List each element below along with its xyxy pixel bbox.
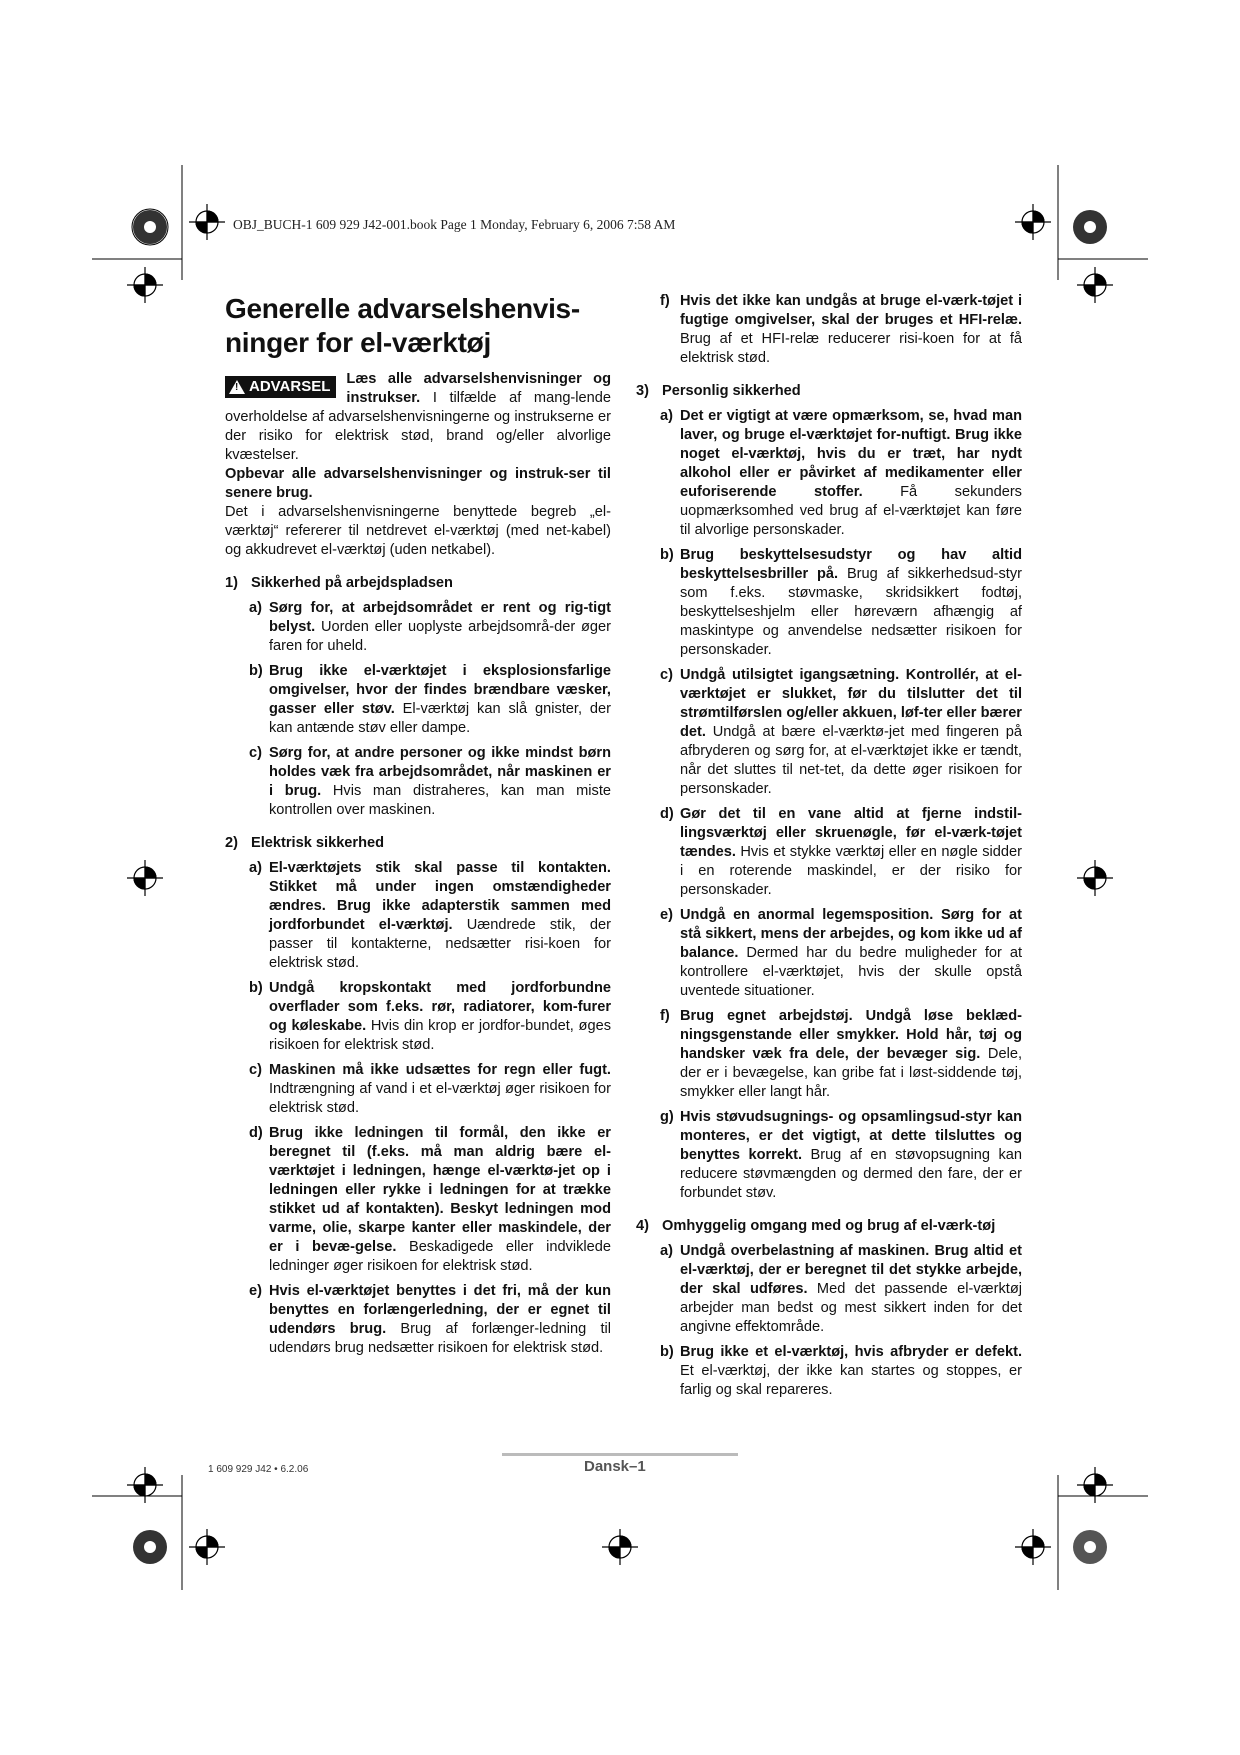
keep-instructions: Opbevar alle advarselshenvisninger og instruk-ser til senere brug. — [225, 466, 611, 501]
print-header: OBJ_BUCH-1 609 929 J42-001.book Page 1 Monday, February 6, 2006 7:58 AM — [233, 217, 676, 232]
item-letter: d) — [660, 806, 674, 822]
item-letter: a) — [660, 1243, 673, 1259]
section-number: 4) — [636, 1218, 649, 1234]
section-heading — [636, 382, 1022, 401]
item-plain: Indtrængning af vand i et el-værktøj øger risikoen for elektrisk stød. — [269, 1081, 611, 1116]
item-plain: Dele, der er i bevægelse, kan gribe fat i løst-siddende tøj, smykker eller langt hår. — [680, 1046, 1023, 1100]
item-plain: Hvis et stykke værktøj eller en nøgle sidder i en roterende maskindel, er der risiko for personskader. — [680, 844, 1022, 898]
list-item — [249, 1282, 611, 1358]
item-plain: Med det passende el-værktøj arbejder man bedst og mest sikkert inden for det angivne effektområde. — [680, 1281, 1022, 1335]
warning-badge: ! ADVARSEL — [225, 376, 336, 398]
section-title: Elektrisk sikkerhed — [251, 835, 385, 851]
item-text — [269, 599, 611, 656]
item-text — [680, 407, 1022, 540]
list-item — [249, 744, 611, 820]
list-item — [249, 662, 611, 738]
section-title: Personlig sikkerhed — [662, 383, 801, 399]
section-heading — [225, 834, 611, 853]
item-text — [680, 805, 1022, 900]
item-text — [680, 1007, 1022, 1102]
definition-text: Det i advarselshenvisningerne benyttede begreb „el-værktøj“ refererer til netdrevet el-værktøj (med net-kabel) og akkudrevet el-værktøj (uden netkabel). — [225, 504, 611, 558]
warning-triangle-icon: ! — [229, 380, 245, 394]
list-item — [660, 407, 1022, 540]
list-item — [660, 805, 1022, 900]
item-bold: Brug beskyttelsesudstyr og hav altid beskyttelsesbriller på. — [680, 547, 1022, 582]
item-text — [680, 666, 1022, 799]
item-bold: Brug ikke et el-værktøj, hvis afbryder er defekt. — [680, 1344, 1022, 1360]
page-number: Dansk–1 — [584, 1458, 646, 1475]
list-item — [249, 599, 611, 656]
item-letter: c) — [249, 1062, 262, 1078]
item-plain: Få sekunders uopmærksomhed ved brug af el-værktøjet kan føre til alvorlige personskader. — [680, 484, 1022, 538]
item-text — [269, 859, 611, 973]
item-bold: Maskinen må ikke udsættes for regn eller fugt. — [269, 1062, 611, 1078]
item-letter: b) — [660, 1344, 674, 1360]
list-item — [660, 1108, 1022, 1203]
item-text — [680, 1108, 1022, 1203]
section-number: 3) — [636, 383, 649, 399]
item-text — [269, 979, 611, 1055]
section-title: Sikkerhed på arbejdspladsen — [251, 575, 453, 591]
item-text — [269, 1282, 611, 1358]
item-plain: Brug af en støvopsugning kan reducere støvmængden og dermed den fare, der er forbundet støv. — [680, 1147, 1022, 1201]
item-plain: Undgå at bære el-værktø-jet med fingeren på afbryderen og sørg for, at el-værktøjet ikke er tændt, når det sluttes til net-tet, da dette øger risikoen for personskader. — [680, 724, 1022, 797]
item-text — [680, 1343, 1022, 1400]
item-plain: Beskadigede eller indviklede ledninger øger risikoen for elektrisk stød. — [269, 1239, 611, 1274]
item-text — [680, 546, 1022, 660]
item-bold: Undgå overbelastning af maskinen. Brug altid et el-værktøj, der er beregnet til det stykke arbejde, der skal udføres. — [680, 1243, 1022, 1297]
item-plain: Uorden eller uoplyste arbejdsområ-der øger faren for uheld. — [269, 619, 611, 654]
item-plain: Brug af forlænger-ledning til udendørs brug nedsætter risikoen for elektrisk stød. — [269, 1321, 611, 1356]
item-plain: Hvis din krop er jordfor-bundet, øges risikoen for elektrisk stød. — [269, 1018, 611, 1053]
item-letter: f) — [660, 293, 670, 309]
list-item — [660, 546, 1022, 660]
item-letter: d) — [249, 1125, 263, 1141]
list-item — [249, 1061, 611, 1118]
item-text — [269, 744, 611, 820]
warning-block — [225, 370, 611, 465]
page-title: Generelle advarselshenvis-ninger for el-værktøj — [225, 293, 580, 358]
section-number: 2) — [225, 835, 238, 851]
list-item — [249, 1124, 611, 1276]
item-bold: Det er vigtigt at være opmærksom, se, hvad man laver, og bruge el-værktøjet for-nuftigt. Brug ikke noget el-værktøj, hvis du er træt, har nydt alkohol eller er påvirket af medikamenter eller euforiserende stoffer. — [680, 408, 1022, 500]
item-text — [269, 662, 611, 738]
item-letter: f) — [660, 1008, 670, 1024]
item-letter: a) — [249, 600, 262, 616]
warning-text: I tilfælde af mang-lende overholdelse af advarselshenvisningerne og instrukserne er der risiko for elektrisk stød, brand og/eller alvorlige kvæstelser. — [225, 390, 611, 463]
item-text — [680, 292, 1022, 368]
list-item — [660, 292, 1022, 368]
item-bold: Hvis el-værktøjet benyttes i det fri, må der kun benyttes en forlængerledning, der er egnet til udendørs brug. — [269, 1283, 611, 1337]
list-item — [660, 1007, 1022, 1102]
section-heading — [225, 574, 611, 593]
item-bold: Brug egnet arbejdstøj. Undgå løse beklæd-ningsgenstande eller smykker. Hold hår, tøj og handsker væk fra dele, der bevæger sig. — [680, 1008, 1022, 1062]
item-text — [680, 906, 1022, 1001]
item-bold: Brug ikke ledningen til formål, den ikke er beregnet til (f.eks. må man aldrig bære el-værktøjet i ledningen, hænge el-værktø-jet op i ledningen eller rykke i ledningen for at trække stikket ud af kontakten). Beskyt ledningen mod varme, olie, skarpe kanter eller maskindele, der er i bevæ-gelse. — [269, 1125, 611, 1255]
doc-code: 1 609 929 J42 • 6.2.06 — [208, 1464, 309, 1475]
item-bold: Undgå utilsigtet igangsætning. Kontrollér, at el-værktøjet er slukket, før du tilslutter det til strømtilførslen og/eller akkuen, løf-ter eller bærer det. — [680, 667, 1022, 740]
item-letter: b) — [660, 547, 674, 563]
item-plain: El-værktøj kan slå gnister, der kan antænde støv eller dampe. — [269, 701, 611, 736]
item-letter: b) — [249, 980, 263, 996]
section-title: Omhyggelig omgang med og brug af el-værk-tøj — [662, 1218, 996, 1234]
section-number: 1) — [225, 575, 238, 591]
item-plain: Brug af sikkerhedsud-styr som f.eks. støvmaske, skridsikkert fodtøj, beskyttelseshjelm eller høreværn afhængig af maskintype og anvendelse nedsætter risikoen for personskader. — [680, 566, 1022, 658]
item-letter: c) — [249, 745, 262, 761]
item-letter: b) — [249, 663, 263, 679]
section-heading — [636, 1217, 1022, 1236]
list-item — [660, 666, 1022, 799]
item-letter: g) — [660, 1109, 674, 1125]
item-bold: Hvis støvudsugnings- og opsamlingsud-styr kan monteres, er det vigtigt, at dette tilsluttes og benyttes korrekt. — [680, 1109, 1022, 1163]
item-letter: e) — [660, 907, 673, 923]
item-plain: Dermed har du bedre muligheder for at kontrollere el-værktøjet, hvis der skulle opstå uventede situationer. — [680, 945, 1022, 999]
item-bold: Undgå en anormal legemsposition. Sørg for at stå sikkert, mens der arbejdes, og kom ikke ud af balance. — [680, 907, 1022, 961]
list-item — [249, 979, 611, 1055]
item-plain: Brug af et HFI-relæ reducerer risi-koen for at få elektrisk stød. — [680, 331, 1022, 366]
item-bold: El-værktøjets stik skal passe til kontakten. Stikket må under ingen omstændigheder ændres. Brug ikke adapterstik sammen med jordforbundet el-værktøj. — [269, 860, 611, 933]
item-bold: Brug ikke el-værktøjet i eksplosionsfarlige omgivelser, hvor der findes brændbare væsker, gasser eller støv. — [269, 663, 611, 717]
column-right — [636, 292, 1022, 1400]
item-text — [269, 1061, 611, 1118]
item-bold: Sørg for, at andre personer og ikke mindst børn holdes væk fra arbejdsområdet, når maskinen er i brug. — [269, 745, 611, 799]
item-letter: c) — [660, 667, 673, 683]
list-item — [660, 1242, 1022, 1337]
item-letter: a) — [249, 860, 262, 876]
item-plain: Hvis man distraheres, kan man miste kontrollen over maskinen. — [269, 783, 611, 818]
item-bold: Hvis det ikke kan undgås at bruge el-værk-tøjet i fugtige omgivelser, skal der bruges et HFI-relæ. — [680, 293, 1022, 328]
footer-divider — [502, 1453, 738, 1456]
item-bold: Undgå kropskontakt med jordforbundne overflader som f.eks. rør, radiatorer, kom-furer og køleskabe. — [269, 980, 611, 1034]
item-bold: Sørg for, at arbejdsområdet er rent og rig-tigt belyst. — [269, 600, 611, 635]
list-item — [660, 1343, 1022, 1400]
item-text — [680, 1242, 1022, 1337]
item-text — [269, 1124, 611, 1276]
item-letter: e) — [249, 1283, 262, 1299]
item-plain: Uændrede stik, der passer til kontakterne, nedsætter risi-koen for elektrisk stød. — [269, 917, 611, 971]
warning-lead: Læs alle advarselshenvisninger og instrukser. — [346, 371, 611, 406]
item-bold: Gør det til en vane altid at fjerne indstil-lingsværktøj eller skruenøgle, før el-værk-tøjet tændes. — [680, 806, 1022, 860]
item-plain: Et el-værktøj, der ikke kan startes og stoppes, er farlig og skal repareres. — [680, 1363, 1022, 1398]
list-item — [249, 859, 611, 973]
list-item — [660, 906, 1022, 1001]
item-letter: a) — [660, 408, 673, 424]
column-left — [225, 292, 611, 1358]
